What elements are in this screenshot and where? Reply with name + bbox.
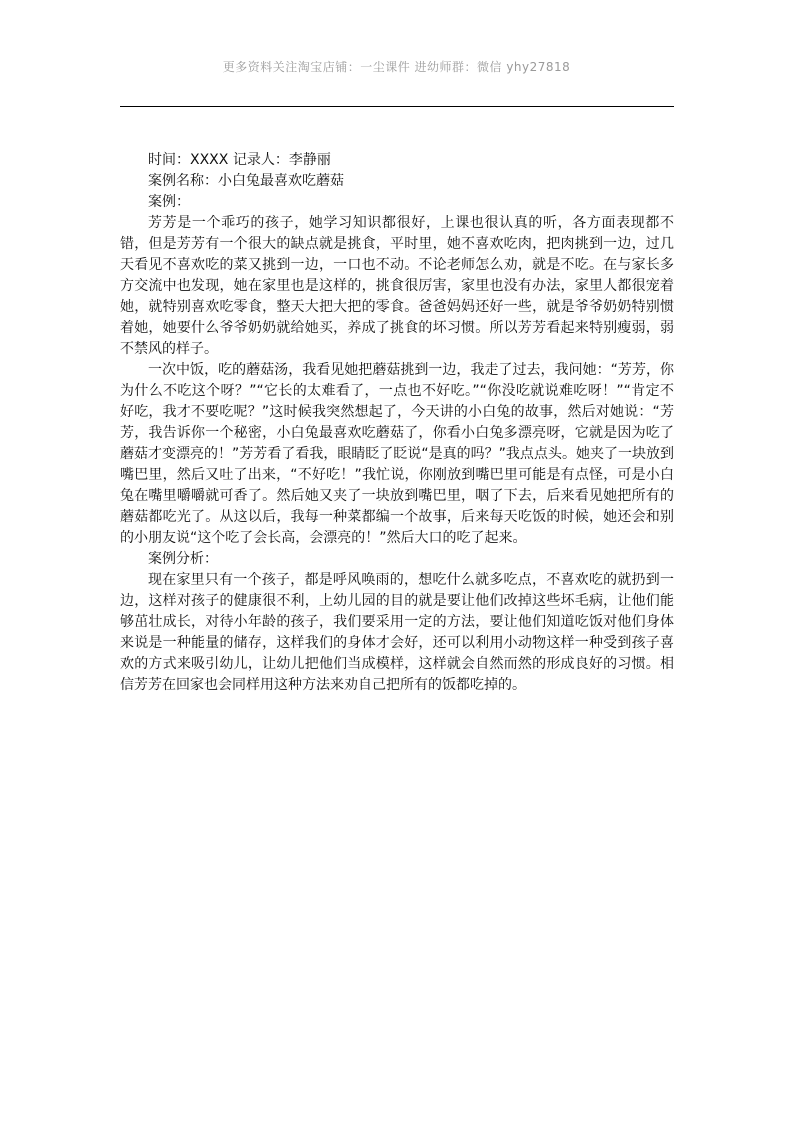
case-name: 案例名称：小白兔最喜欢吃蘑菇	[148, 173, 344, 189]
header-divider	[120, 106, 674, 107]
document-body	[120, 150, 674, 696]
page-header-note: 更多资料关注淘宝店铺：一尘课件 进幼师群：微信 yhy27818	[222, 60, 571, 74]
case-paragraph-1: 芳芳是一个乖巧的孩子，她学习知识都很好，上课也很认真的听，各方面表现都不错，但是芳芳有一个很大的缺点就是挑食，平时里，她不喜欢吃肉，把肉挑到一边，过几天看见不喜欢吃的菜又挑到一边，一口也不动。不论老师怎么劝，就是不吃。在与家长多方交流中也发现，她在家里也是这样的，挑食很厉害，家里也没有办法，家里人都很宠着她，就特别喜欢吃零食，整天大把大把的零食。爸爸妈妈还好一些，就是爷爷奶奶特别惯着她，她要什么爷爷奶奶就给她买，养成了挑食的坏习惯。所以芳芳看起来特别瘦弱，弱不禁风的样子。	[120, 215, 674, 357]
case-label: 案例：	[148, 194, 190, 210]
analysis-label: 案例分析：	[148, 551, 218, 567]
record-meta: 时间：XXXX 记录人：李静丽	[148, 152, 331, 168]
case-paragraph-2: 一次中饭，吃的蘑菇汤，我看见她把蘑菇挑到一边，我走了过去，我问她：“芳芳，你为什么不吃这个呀？”“它长的太难看了，一点也不好吃。”“你没吃就说难吃呀！”“肯定不好吃，我才不要吃呢？”这时候我突然想起了，今天讲的小白兔的故事，然后对她说：“芳芳，我告诉你一个秘密，小白兔最喜欢吃蘑菇了，你看小白兔多漂亮呀，它就是因为吃了蘑菇才变漂亮的！”芳芳看了看我，眼睛眨了眨说“是真的吗？”我点点头。她夹了一块放到嘴巴里，然后又吐了出来，“不好吃！”我忙说，你刚放到嘴巴里可能是有点怪，可是小白兔在嘴里嚼嚼就可香了。然后她又夹了一块放到嘴巴里，咽了下去，后来看见她把所有的蘑菇都吃光了。从这以后，我每一种菜都编一个故事，后来每天吃饭的时候，她还会和别的小朋友说“这个吃了会长高，会漂亮的！”然后大口的吃了起来。	[120, 362, 674, 546]
analysis-paragraph: 现在家里只有一个孩子，都是呼风唤雨的，想吃什么就多吃点，不喜欢吃的就扔到一边，这样对孩子的健康很不利，上幼儿园的目的就是要让他们改掉这些坏毛病，让他们能够茁壮成长，对待小年龄的孩子，我们要采用一定的方法，要让他们知道吃饭对他们身体来说是一种能量的储存，这样我们的身体才会好，还可以利用小动物这样一种受到孩子喜欢的方式来吸引幼儿，让幼儿把他们当成模样，这样就会自然而然的形成良好的习惯。相信芳芳在回家也会同样用这种方法来劝自己把所有的饭都吃掉的。	[120, 572, 674, 693]
